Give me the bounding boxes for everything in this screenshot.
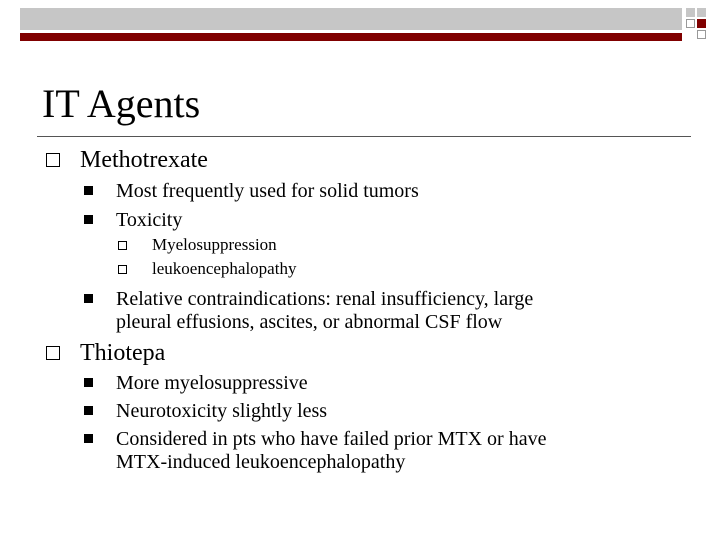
bullet-level2-text: Most frequently used for solid tumors: [116, 180, 419, 202]
corner-square: [686, 19, 695, 28]
bullet-level2-text: More myelosuppressive: [116, 372, 308, 394]
filled-square-bullet-icon: [84, 294, 93, 303]
bullet-level2-text: Neurotoxicity slightly less: [116, 400, 328, 422]
hollow-square-bullet-icon: [46, 346, 60, 360]
corner-square: [697, 8, 706, 17]
bullet-level2-text-continuation: MTX-induced leukoencephalopathy: [116, 451, 406, 473]
bullet-level1-text: Methotrexate: [80, 147, 208, 173]
hollow-square-bullet-icon: [46, 153, 60, 167]
corner-squares: [686, 8, 708, 42]
filled-square-bullet-icon: [84, 186, 93, 195]
header-decoration: [20, 8, 682, 40]
corner-square: [697, 19, 706, 28]
bullet-level1-text: Thiotepa: [80, 340, 166, 366]
bullet-level3-text: Myelosuppression: [152, 235, 277, 254]
filled-square-bullet-icon: [84, 378, 93, 387]
title-divider: [37, 136, 691, 137]
header-gray-bar: [20, 8, 682, 30]
corner-square: [697, 30, 706, 39]
bullet-level2-text: Toxicity: [116, 209, 183, 231]
filled-square-bullet-icon: [84, 434, 93, 443]
bullet-level3-text: leukoencephalopathy: [152, 259, 297, 278]
bullet-level2-text: Relative contraindications: renal insufficiency, large: [116, 288, 534, 310]
header-red-bar: [20, 33, 682, 41]
filled-square-bullet-icon: [84, 406, 93, 415]
slide-title: IT Agents: [42, 81, 201, 126]
corner-square: [686, 8, 695, 17]
filled-square-bullet-icon: [84, 215, 93, 224]
hollow-square-bullet-icon: [118, 241, 127, 250]
bullet-level2-text-continuation: pleural effusions, ascites, or abnormal CSF flow: [116, 311, 503, 333]
bullet-level2-text: Considered in pts who have failed prior MTX or have: [116, 428, 547, 450]
hollow-square-bullet-icon: [118, 265, 127, 274]
